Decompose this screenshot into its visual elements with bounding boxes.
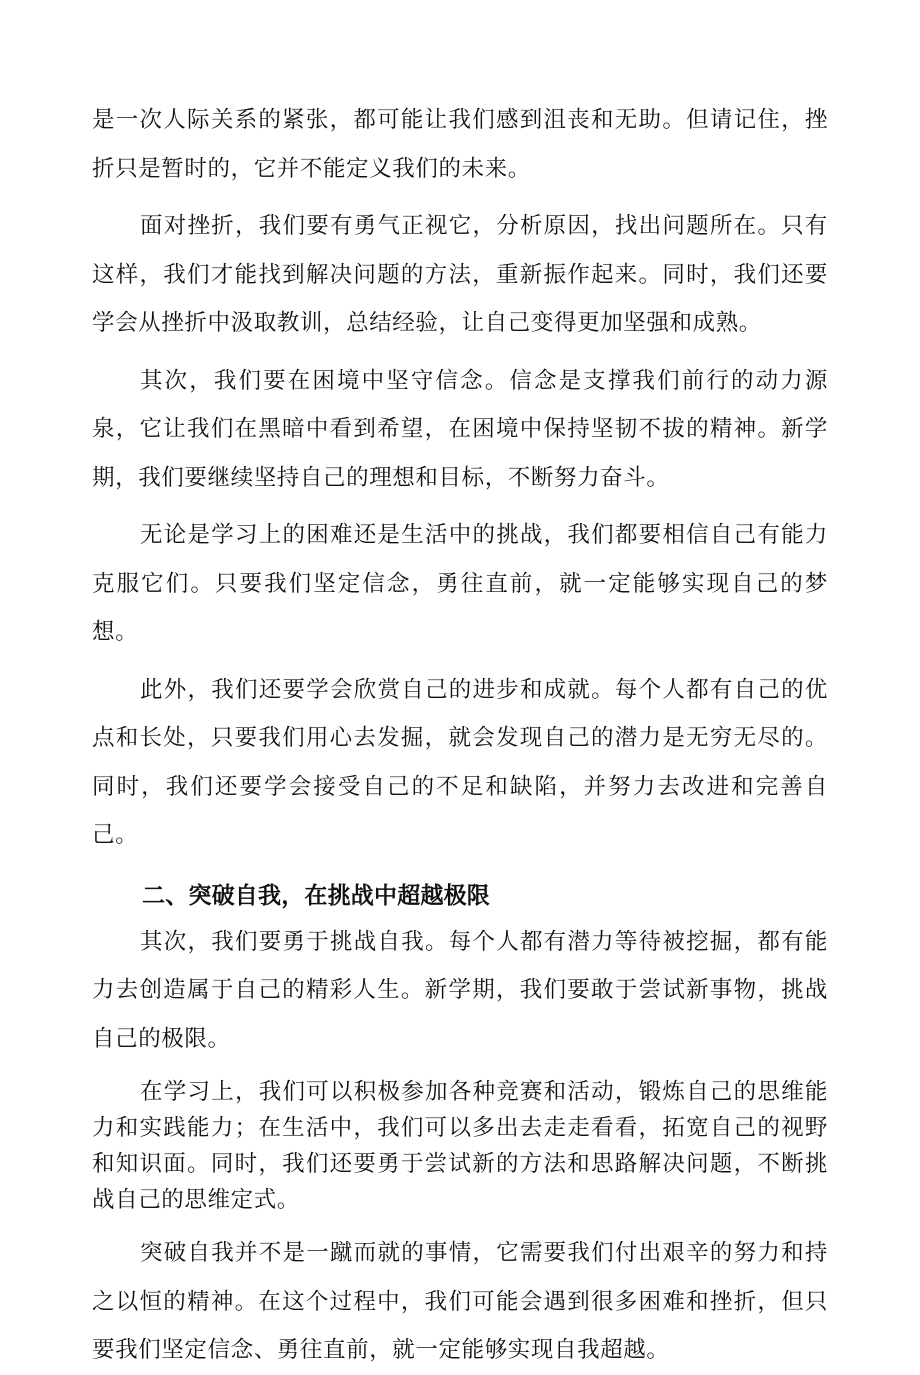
paragraph-facing-setbacks: 面对挫折，我们要有勇气正视它，分析原因，找出问题所在。只有这样，我们才能找到解决问题的方法，重新振作起来。同时，我们还要学会从挫折中汲取教训，总结经验，让自己变得更加坚强和成熟。 bbox=[92, 213, 828, 336]
paragraph-appreciate-progress: 此外，我们还要学会欣赏自己的进步和成就。每个人都有自己的优点和长处，只要我们用心去发掘，就会发现自己的潜力是无穷无尽的。同时，我们还要学会接受自己的不足和缺陷，并努力去改进和完善自己。 bbox=[92, 676, 828, 848]
section-heading: 二、突破自我，在挑战中超越极限 bbox=[142, 882, 490, 909]
paragraph-continued: 是一次人际关系的紧张，都可能让我们感到沮丧和无助。但请记住，挫折只是暂时的，它并不能定义我们的未来。 bbox=[92, 107, 828, 182]
paragraph-challenge-self: 其次，我们要勇于挑战自我。每个人都有潜力等待被挖掘，都有能力去创造属于自己的精彩人生。新学期，我们要敢于尝试新事物，挑战自己的极限。 bbox=[92, 928, 828, 1052]
paragraph-believe-yourself: 无论是学习上的困难还是生活中的挑战，我们都要相信自己有能力克服它们。只要我们坚定信念，勇往直前，就一定能够实现自己的梦想。 bbox=[92, 522, 828, 645]
paragraph-keep-faith: 其次，我们要在困境中坚守信念。信念是支撑我们前行的动力源泉，它让我们在黑暗中看到希望，在困境中保持坚韧不拔的精神。新学期，我们要继续坚持自己的理想和目标，不断努力奋斗。 bbox=[92, 367, 828, 491]
paragraph-study-and-life: 在学习上，我们可以积极参加各种竞赛和活动，锻炼自己的思维能力和实践能力；在生活中，我们可以多出去走走看看，拓宽自己的视野和知识面。同时，我们还要勇于尝试新的方法和思路解决问题，不断挑战自己的思维定式。 bbox=[92, 1079, 828, 1213]
paragraph-breakthrough: 突破自我并不是一蹴而就的事情，它需要我们付出艰辛的努力和持之以恒的精神。在这个过程中，我们可能会遇到很多困难和挫折，但只要我们坚定信念、勇往直前，就一定能够实现自我超越。 bbox=[92, 1240, 828, 1363]
